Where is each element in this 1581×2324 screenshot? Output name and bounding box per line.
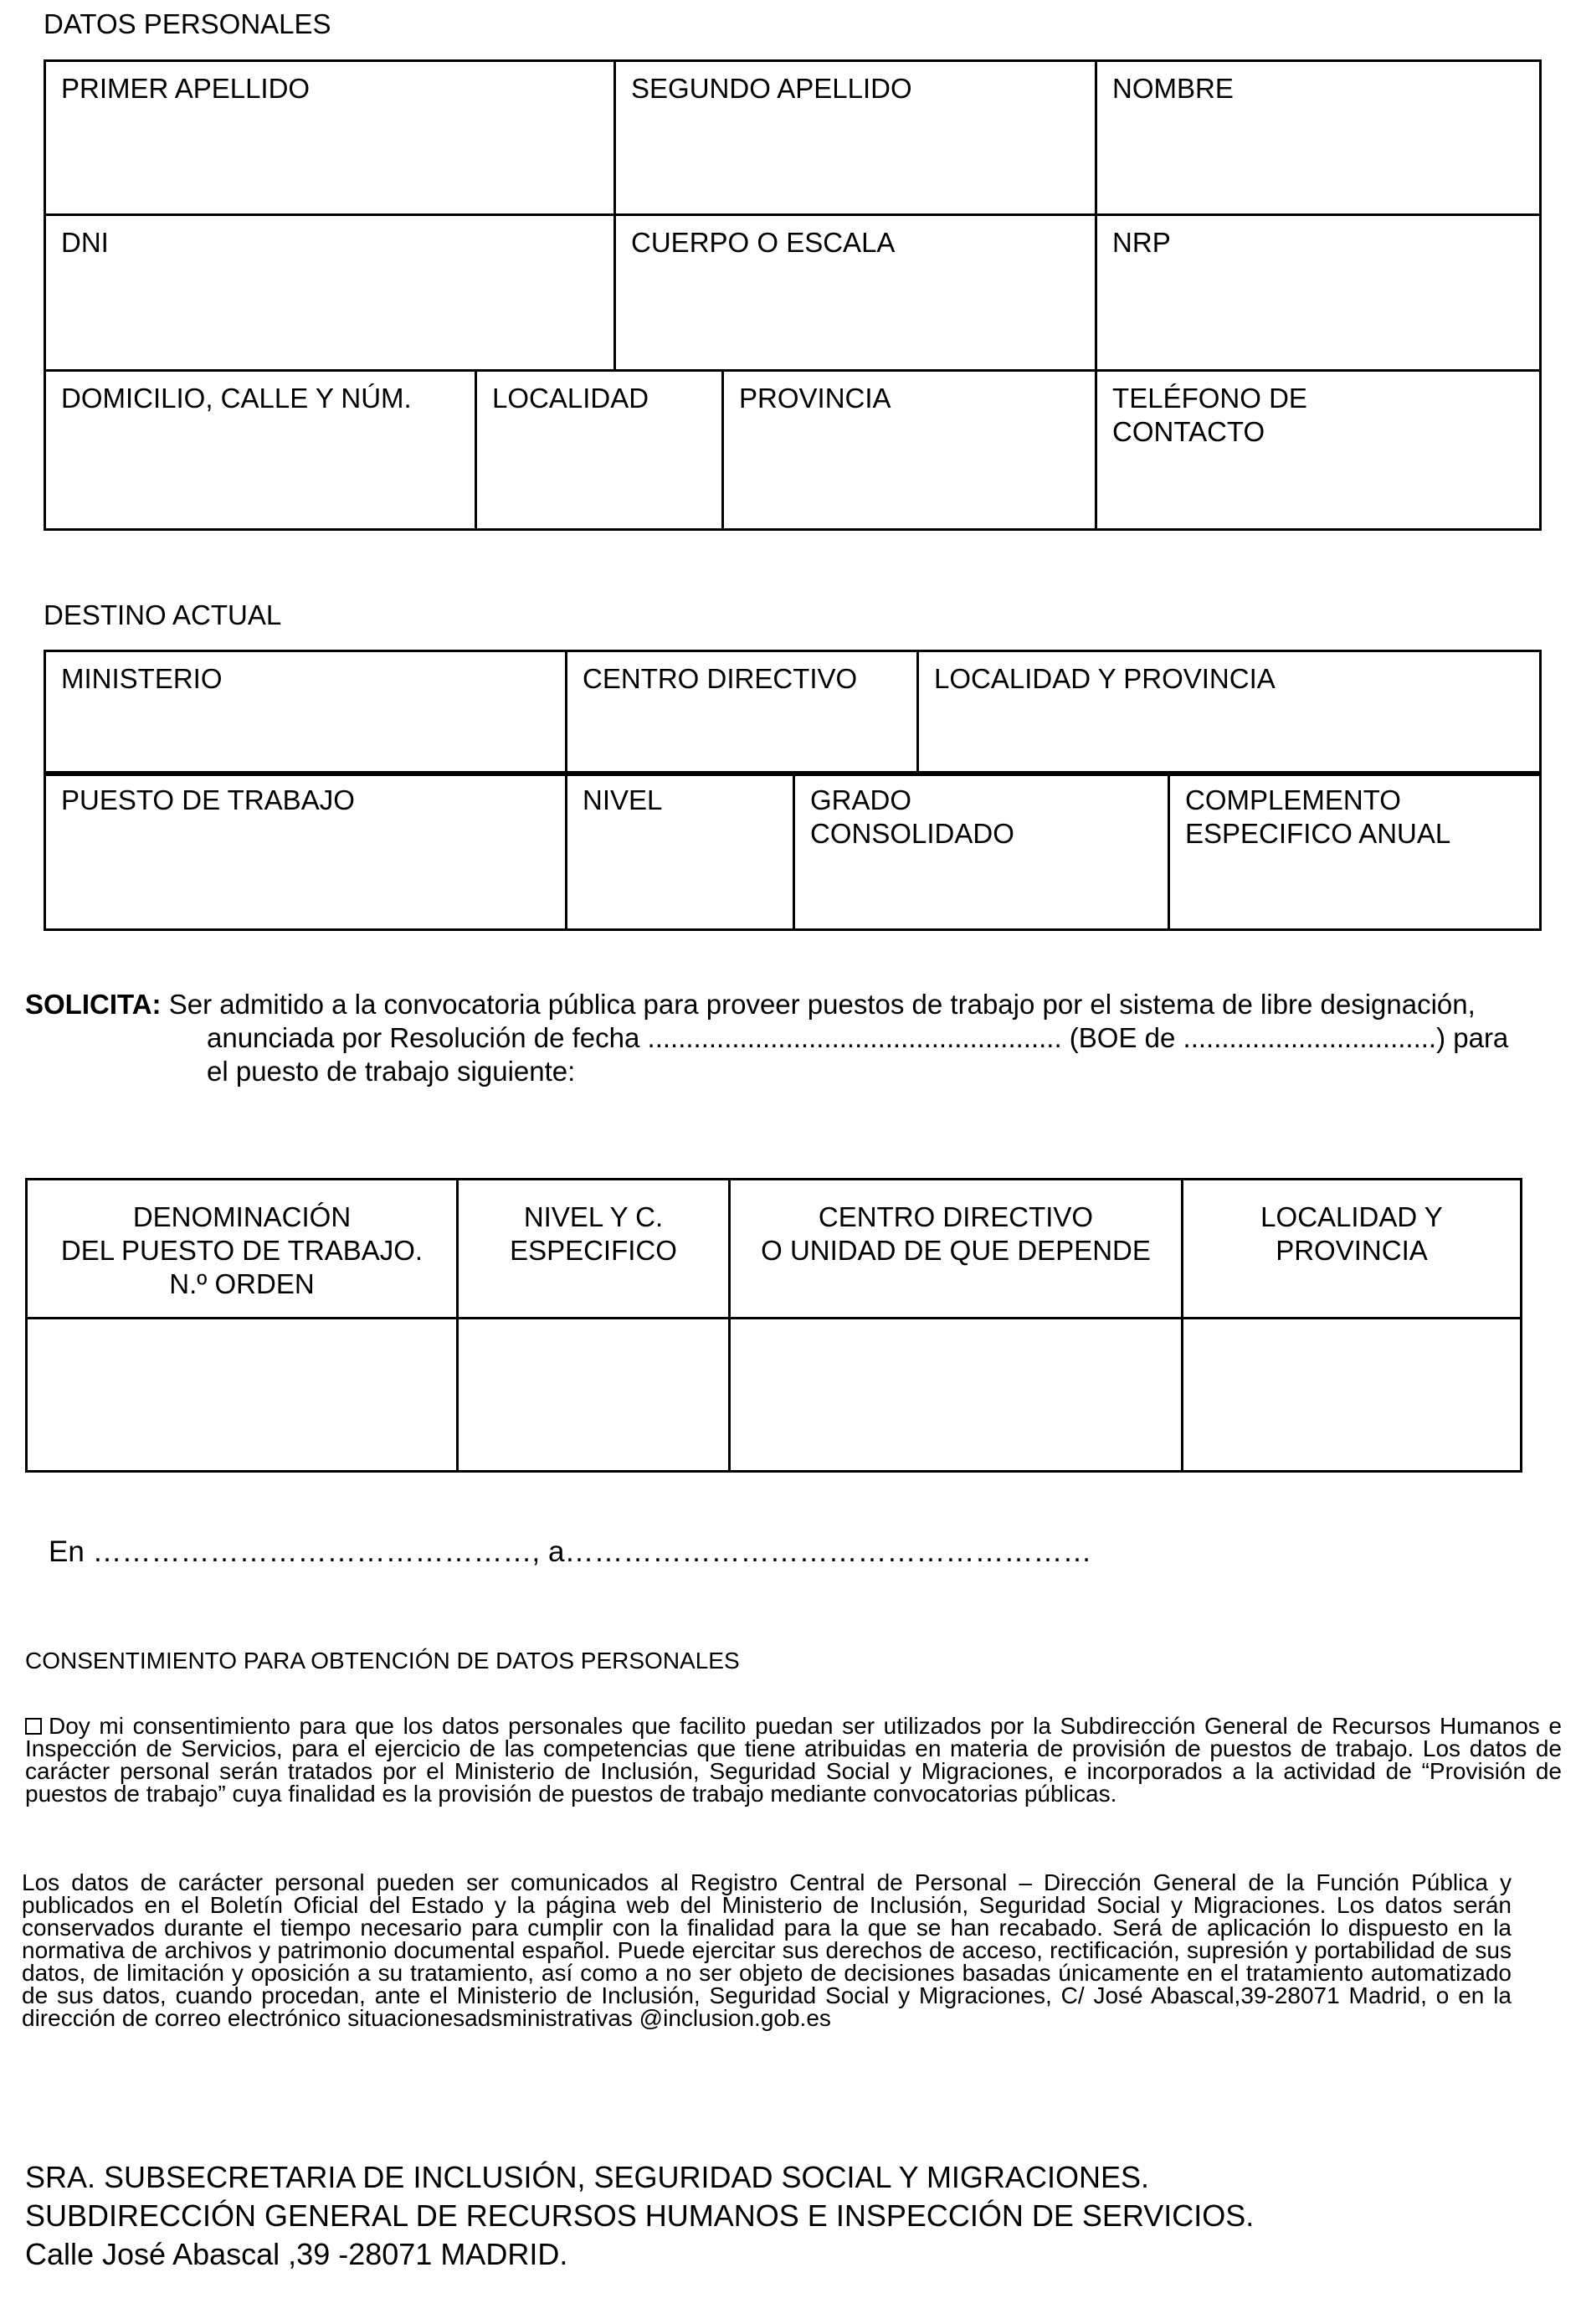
- localidad-field[interactable]: [476, 371, 723, 530]
- primer-apellido-field[interactable]: [45, 61, 615, 215]
- grado-consolidado-label: GRADO CONSOLIDADO: [810, 784, 1014, 849]
- destinatario-line3: Calle José Abascal ,39 -28071 MADRID.: [25, 2237, 568, 2271]
- nombre-field[interactable]: [1096, 61, 1541, 215]
- cuerpo-escala-label: CUERPO O ESCALA: [631, 227, 896, 258]
- domicilio-label: DOMICILIO, CALLE Y NÚM.: [61, 383, 412, 414]
- dni-field[interactable]: [45, 215, 615, 371]
- solicita-line2: anunciada por Resolución de fecha ...................................................... (BOE de .................................) para: [207, 1022, 1509, 1053]
- nrp-field[interactable]: [1096, 215, 1541, 371]
- solicita-line3: el puesto de trabajo siguiente:: [207, 1056, 576, 1087]
- localidad-provincia-cell[interactable]: [1183, 1319, 1522, 1472]
- localidad-provincia-header: [1183, 1180, 1522, 1319]
- puesto-solicitado-table: [25, 1178, 1522, 1473]
- destino-actual-title: DESTINO ACTUAL: [44, 599, 282, 630]
- nivel-c-especifico-header-label: NIVEL Y C. ESPECIFICO: [510, 1201, 677, 1266]
- complemento-especifico-label: COMPLEMENTO ESPECIFICO ANUAL: [1185, 784, 1451, 849]
- centro-directivo-header-label: CENTRO DIRECTIVO O UNIDAD DE QUE DEPENDE: [761, 1201, 1151, 1266]
- dni-label: DNI: [61, 227, 109, 258]
- ministerio-label: MINISTERIO: [61, 663, 223, 694]
- consentimiento-paragraph-1: [25, 1715, 1562, 1805]
- ministerio-field[interactable]: [45, 651, 567, 775]
- localidad-provincia-field[interactable]: [918, 651, 1541, 775]
- datos-personales-title: DATOS PERSONALES: [44, 8, 331, 39]
- segundo-apellido-field[interactable]: [615, 61, 1096, 215]
- centro-directivo-label: CENTRO DIRECTIVO: [583, 663, 858, 694]
- localidad-provincia-label: LOCALIDAD Y PROVINCIA: [934, 663, 1276, 694]
- nombre-label: NOMBRE: [1112, 73, 1234, 104]
- denominacion-header-label: DENOMINACIÓN DEL PUESTO DE TRABAJO. N.º ORDEN: [60, 1201, 423, 1299]
- primer-apellido-label: PRIMER APELLIDO: [61, 73, 311, 104]
- cuerpo-escala-field[interactable]: [615, 215, 1096, 371]
- lugar-fecha-line[interactable]: En ………………………………………, a………………………………………………: [49, 1535, 1092, 1568]
- destinatario-block: [25, 2158, 1254, 2274]
- telefono-label: TELÉFONO DE CONTACTO: [1112, 383, 1307, 447]
- grado-consolidado-field[interactable]: [794, 773, 1169, 930]
- nivel-label: NIVEL: [583, 784, 663, 815]
- localidad-provincia-header-label: LOCALIDAD Y PROVINCIA: [1260, 1201, 1443, 1266]
- denominacion-header: [27, 1180, 458, 1319]
- destinatario-line2: SUBDIRECCIÓN GENERAL DE RECURSOS HUMANOS E INSPECCIÓN DE SERVICIOS.: [25, 2198, 1255, 2233]
- consentimiento-paragraph-2: Los datos de carácter personal pueden ser comunicados al Registro Central de Personal – Dirección General de la Función Pública y publicados en el Boletín Oficial del Estado y la página web del Ministerio de Inclusión, Seguridad Social y Migraciones. Los datos serán conservados durante el tiempo necesario para cumplir con la finalidad para la que se han recabado. Será de aplicación lo dispuesto en la normativa de archivos y patrimonio documental español. Puede ejercitar sus derechos de acceso, rectificación, supresión y portabilidad de sus datos, de limitación y oposición a su tratamiento, así como a no ser objeto de decisiones basadas únicamente en el tratamiento automatizado de sus datos, cuando procedan, ante el Ministerio de Inclusión, Seguridad Social y Migraciones, C/ José Abascal,39-28071 Madrid, o en la dirección de correo electrónico situacionesadsministrativas @inclusion.gob.es: [22, 1869, 1512, 2031]
- nrp-label: NRP: [1112, 227, 1171, 258]
- puesto-trabajo-label: PUESTO DE TRABAJO: [61, 784, 355, 815]
- centro-directivo-header: [730, 1180, 1183, 1319]
- centro-directivo-field[interactable]: [567, 651, 918, 775]
- destino-actual-table-row2: [44, 771, 1542, 931]
- nivel-field[interactable]: [567, 773, 794, 930]
- segundo-apellido-label: SEGUNDO APELLIDO: [631, 73, 912, 104]
- solicita-line1: Ser admitido a la convocatoria pública para proveer puestos de trabajo por el sistema de libre designación,: [168, 989, 1476, 1020]
- nivel-c-especifico-cell[interactable]: [458, 1319, 730, 1472]
- provincia-label: PROVINCIA: [739, 383, 891, 414]
- solicita-label: SOLICITA:: [25, 989, 162, 1020]
- nivel-c-especifico-header: [458, 1180, 730, 1319]
- telefono-field[interactable]: [1096, 371, 1541, 530]
- domicilio-field[interactable]: [45, 371, 476, 530]
- localidad-label: LOCALIDAD: [492, 383, 649, 414]
- provincia-field[interactable]: [723, 371, 1096, 530]
- consentimiento-text-1: Doy mi consentimiento para que los datos personales que facilito puedan ser utilizados por la Subdirección General de Recursos Humanos e Inspección de Servicios, para el ejercicio de las competencias que tiene atribuidas en materia de provisión de puestos de trabajo. Los datos de carácter personal serán tratados por el Ministerio de Inclusión, Seguridad Social y Migraciones, e incorporados a la actividad de “Provisión de puestos de trabajo” cuya finalidad es la provisión de puestos de trabajo mediante convocatorias públicas.: [25, 1713, 1562, 1807]
- solicita-paragraph: [25, 988, 1565, 1088]
- destinatario-line1: SRA. SUBSECRETARIA DE INCLUSIÓN, SEGURIDAD SOCIAL Y MIGRACIONES.: [25, 2160, 1149, 2194]
- datos-personales-table: [44, 59, 1542, 531]
- centro-directivo-cell[interactable]: [730, 1319, 1183, 1472]
- puesto-trabajo-field[interactable]: [45, 773, 567, 930]
- consentimiento-title: CONSENTIMIENTO PARA OBTENCIÓN DE DATOS PERSONALES: [25, 1648, 740, 1674]
- denominacion-cell[interactable]: [27, 1319, 458, 1472]
- consent-checkbox[interactable]: [25, 1718, 42, 1735]
- destino-actual-table: [44, 650, 1542, 776]
- complemento-especifico-field[interactable]: [1169, 773, 1541, 930]
